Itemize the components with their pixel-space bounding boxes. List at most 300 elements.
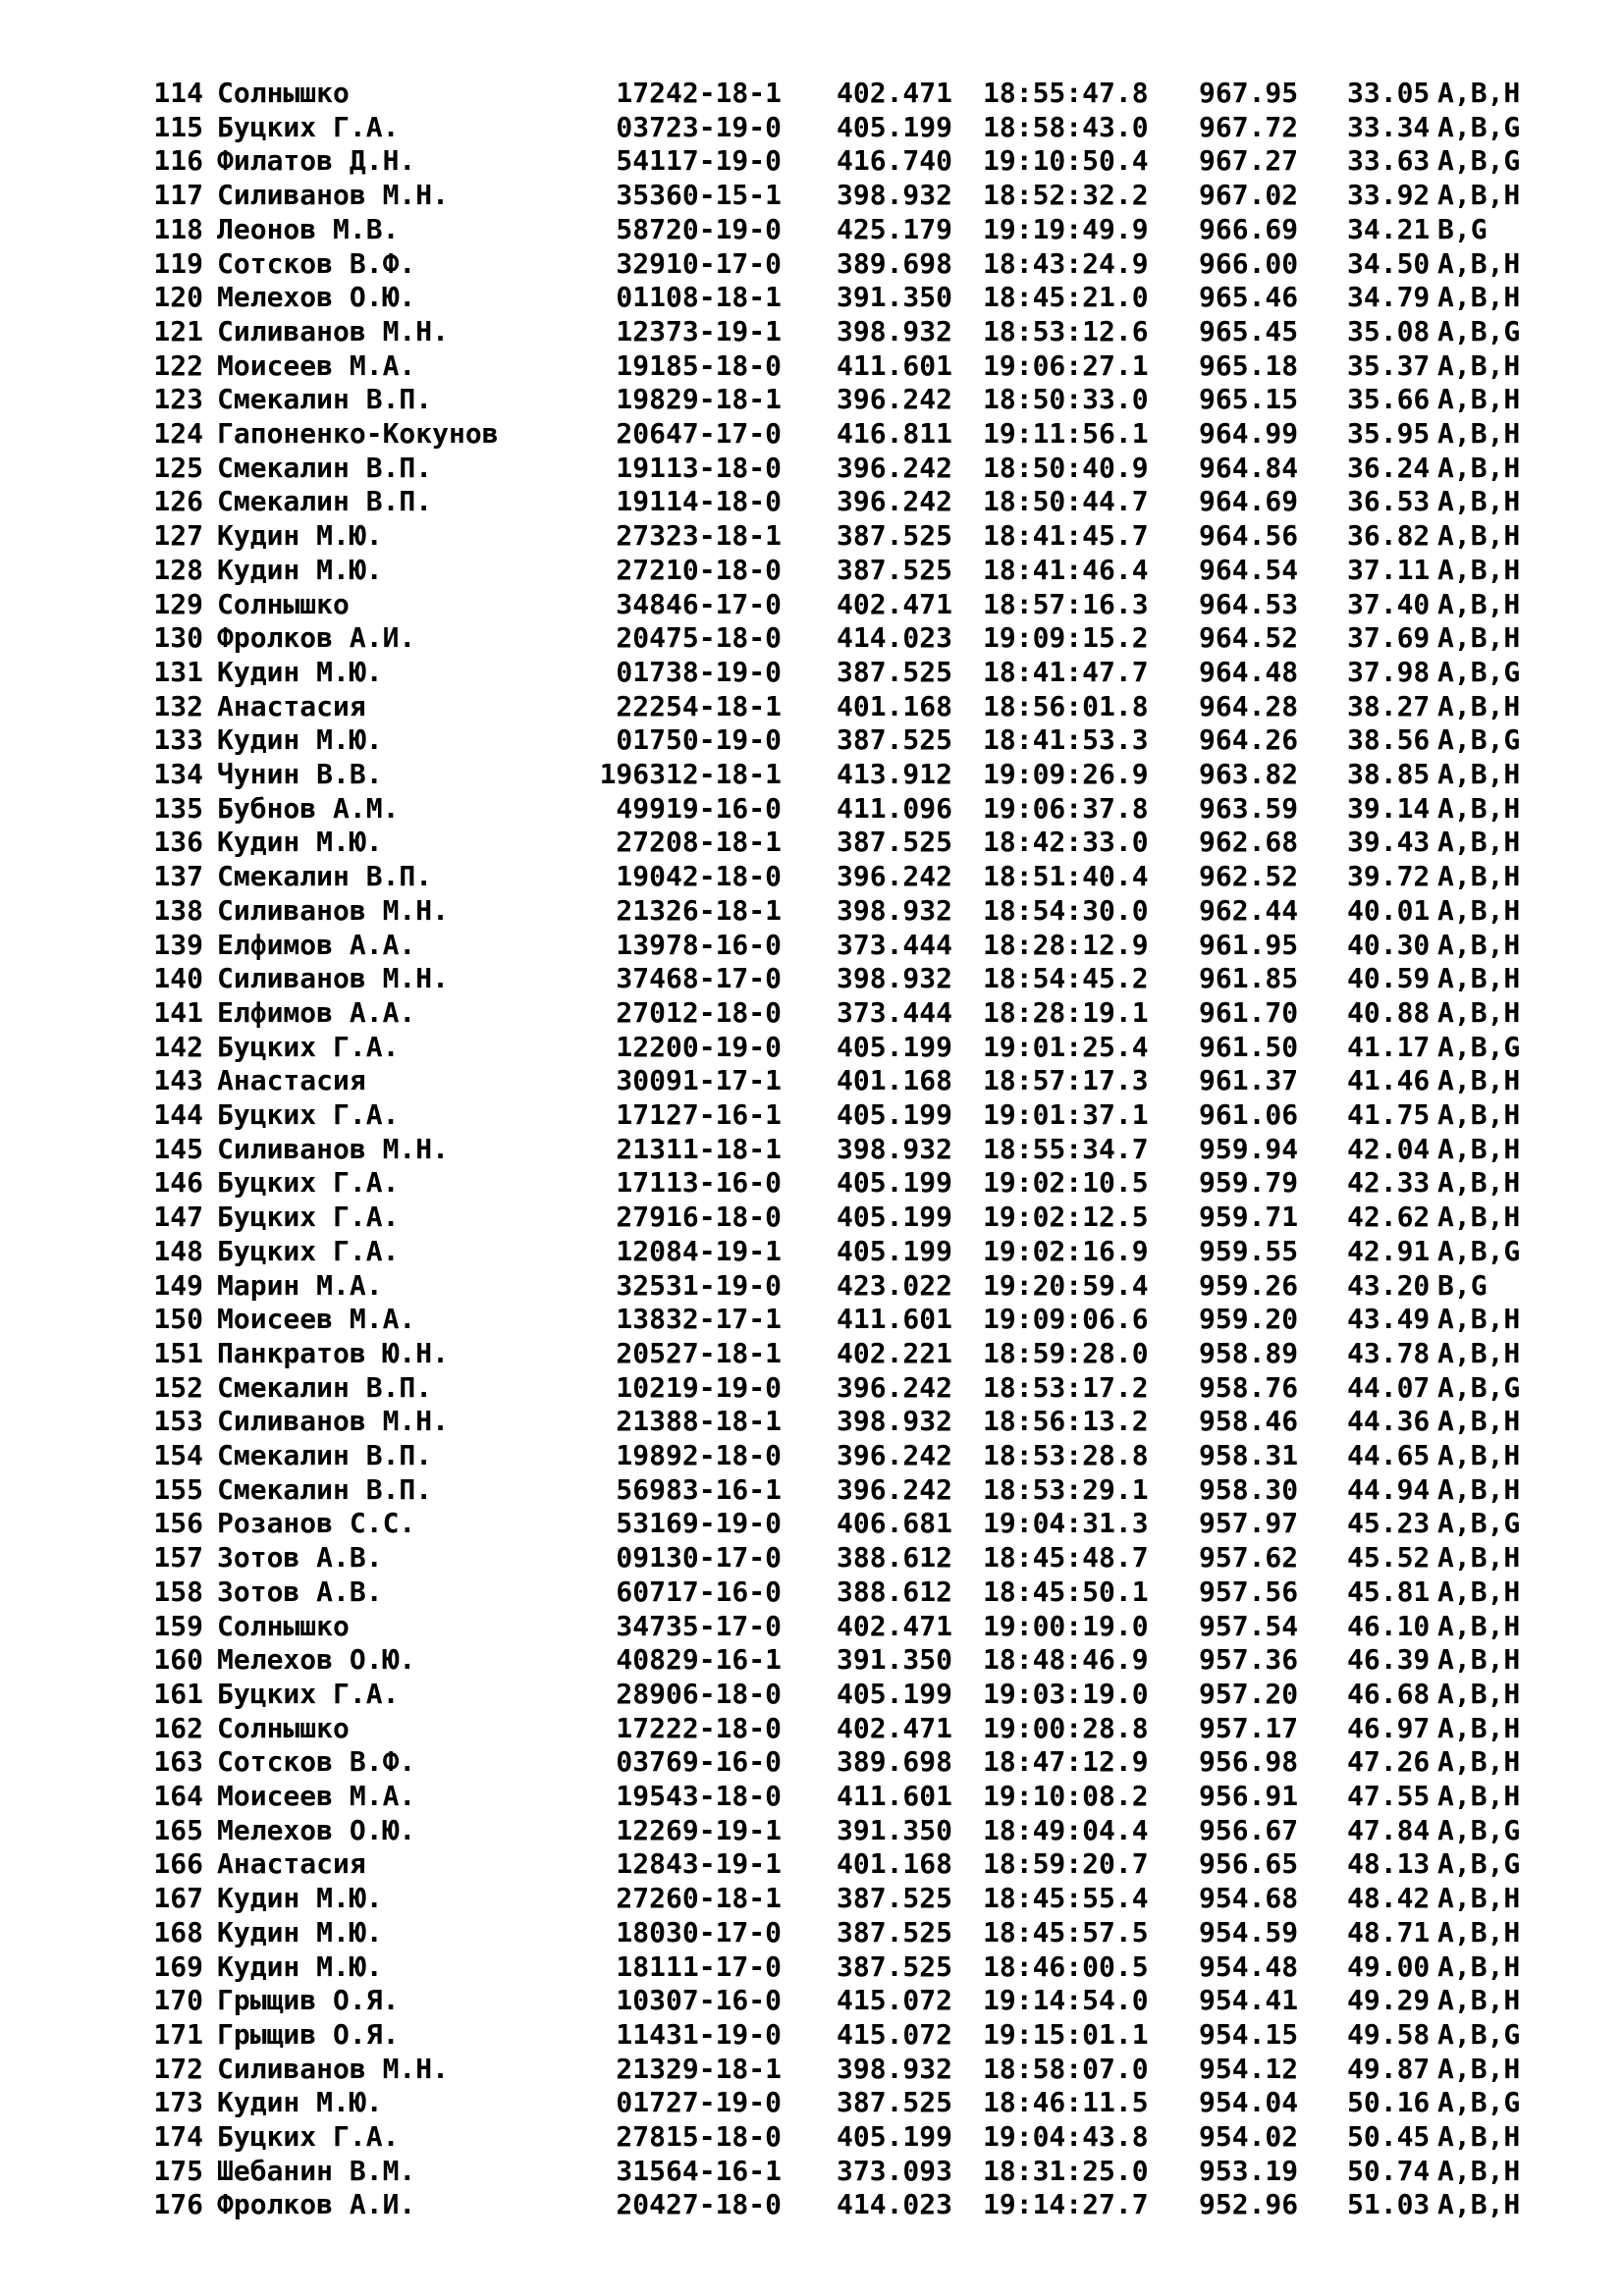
place-cell: 119 [153, 246, 203, 280]
groups-cell: A,B,H [1437, 689, 1521, 722]
place-cell: 161 [153, 1677, 203, 1710]
coefficient-cell: 37.69 [1347, 621, 1431, 655]
speed-cell: 966.69 [1199, 212, 1299, 245]
speed-cell: 958.89 [1199, 1336, 1299, 1369]
table-row [0, 1610, 1624, 1644]
ring-number-cell: 32910-17-0 [616, 246, 782, 280]
groups-cell: A,B,G [1437, 1847, 1521, 1881]
groups-cell: A,B,H [1437, 1745, 1521, 1779]
place-cell: 176 [153, 2188, 203, 2221]
coefficient-cell: 33.92 [1347, 179, 1431, 212]
table-row [0, 1507, 1624, 1541]
fancier-name-cell: Силиванов М.Н. [217, 314, 450, 347]
ring-number-cell: 03769-16-0 [616, 1745, 782, 1779]
distance-cell: 406.681 [837, 1507, 953, 1540]
fancier-name-cell: Панкратов Ю.Н. [217, 1336, 450, 1369]
speed-cell: 954.68 [1199, 1882, 1299, 1915]
fancier-name-cell: Кудин М.Ю. [217, 826, 383, 859]
groups-cell: A,B,H [1437, 928, 1521, 961]
ring-number-cell: 27012-18-0 [616, 995, 782, 1029]
fancier-name-cell: Силиванов М.Н. [217, 2052, 450, 2085]
speed-cell: 954.48 [1199, 1949, 1299, 1983]
table-row [0, 554, 1624, 588]
arrival-time-cell: 19:10:50.4 [983, 144, 1149, 178]
speed-cell: 959.26 [1199, 1268, 1299, 1302]
ring-number-cell: 37468-17-0 [616, 962, 782, 995]
place-cell: 127 [153, 519, 203, 553]
table-row [0, 1337, 1624, 1371]
fancier-name-cell: Смекалин В.П. [217, 860, 433, 893]
place-cell: 162 [153, 1711, 203, 1744]
ring-number-cell: 49919-16-0 [616, 791, 782, 825]
coefficient-cell: 44.07 [1347, 1370, 1431, 1404]
coefficient-cell: 35.66 [1347, 383, 1431, 416]
distance-cell: 414.023 [837, 621, 953, 655]
coefficient-cell: 34.79 [1347, 281, 1431, 314]
speed-cell: 957.17 [1199, 1711, 1299, 1744]
distance-cell: 405.199 [837, 1201, 953, 1234]
coefficient-cell: 49.58 [1347, 2017, 1431, 2051]
place-cell: 123 [153, 383, 203, 416]
place-cell: 125 [153, 451, 203, 484]
speed-cell: 961.70 [1199, 995, 1299, 1029]
coefficient-cell: 42.91 [1347, 1234, 1431, 1267]
fancier-name-cell: Гапоненко-Кокунов [217, 417, 499, 450]
groups-cell: A,B,G [1437, 2017, 1521, 2051]
table-row [0, 1201, 1624, 1235]
ring-number-cell: 28906-18-0 [616, 1677, 782, 1710]
place-cell: 115 [153, 110, 203, 143]
arrival-time-cell: 19:19:49.9 [983, 212, 1149, 245]
arrival-time-cell: 18:57:17.3 [983, 1064, 1149, 1097]
coefficient-cell: 47.55 [1347, 1780, 1431, 1812]
speed-cell: 959.20 [1199, 1303, 1299, 1336]
fancier-name-cell: Буцких Г.А. [217, 1030, 400, 1063]
speed-cell: 954.02 [1199, 2120, 1299, 2153]
arrival-time-cell: 18:53:29.1 [983, 1472, 1149, 1506]
groups-cell: A,B,G [1437, 1370, 1521, 1404]
speed-cell: 962.52 [1199, 860, 1299, 893]
ring-number-cell: 12084-19-1 [616, 1234, 782, 1267]
table-row [0, 1371, 1624, 1406]
groups-cell: A,B,H [1437, 893, 1521, 927]
fancier-name-cell: Филатов Д.Н. [217, 144, 416, 178]
table-row [0, 452, 1624, 486]
arrival-time-cell: 19:06:37.8 [983, 791, 1149, 825]
table-row [0, 349, 1624, 384]
distance-cell: 405.199 [837, 1098, 953, 1131]
arrival-time-cell: 19:14:27.7 [983, 2188, 1149, 2221]
place-cell: 165 [153, 1813, 203, 1846]
ring-number-cell: 31564-16-1 [616, 2154, 782, 2187]
place-cell: 144 [153, 1098, 203, 1131]
arrival-time-cell: 18:28:19.1 [983, 995, 1149, 1029]
coefficient-cell: 44.36 [1347, 1405, 1431, 1438]
place-cell: 135 [153, 791, 203, 825]
coefficient-cell: 36.82 [1347, 519, 1431, 553]
speed-cell: 957.20 [1199, 1677, 1299, 1710]
ring-number-cell: 21329-18-1 [616, 2052, 782, 2085]
distance-cell: 387.525 [837, 1882, 953, 1915]
table-row [0, 621, 1624, 656]
speed-cell: 964.99 [1199, 417, 1299, 450]
ring-number-cell: 13832-17-1 [616, 1303, 782, 1336]
distance-cell: 391.350 [837, 281, 953, 314]
distance-cell: 398.932 [837, 179, 953, 212]
place-cell: 150 [153, 1303, 203, 1336]
distance-cell: 411.601 [837, 1303, 953, 1336]
arrival-time-cell: 18:53:28.8 [983, 1439, 1149, 1471]
table-row [0, 723, 1624, 758]
coefficient-cell: 50.45 [1347, 2120, 1431, 2153]
coefficient-cell: 47.84 [1347, 1813, 1431, 1846]
coefficient-cell: 39.14 [1347, 791, 1431, 825]
coefficient-cell: 36.53 [1347, 485, 1431, 518]
place-cell: 129 [153, 587, 203, 620]
distance-cell: 398.932 [837, 1132, 953, 1165]
ring-number-cell: 21388-18-1 [616, 1405, 782, 1438]
place-cell: 148 [153, 1234, 203, 1267]
speed-cell: 962.44 [1199, 893, 1299, 927]
ring-number-cell: 17242-18-1 [616, 77, 782, 109]
distance-cell: 373.444 [837, 995, 953, 1029]
ring-number-cell: 09130-17-0 [616, 1541, 782, 1575]
speed-cell: 964.69 [1199, 485, 1299, 518]
coefficient-cell: 42.33 [1347, 1166, 1431, 1200]
speed-cell: 954.04 [1199, 2086, 1299, 2119]
ring-number-cell: 27208-18-1 [616, 826, 782, 859]
distance-cell: 401.168 [837, 1847, 953, 1881]
place-cell: 117 [153, 179, 203, 212]
table-row [0, 144, 1624, 179]
fancier-name-cell: Моисеев М.А. [217, 1780, 416, 1812]
groups-cell: A,B,H [1437, 1098, 1521, 1131]
arrival-time-cell: 18:41:46.4 [983, 553, 1149, 586]
fancier-name-cell: Мелехов О.Ю. [217, 281, 416, 314]
fancier-name-cell: Силиванов М.Н. [217, 962, 450, 995]
groups-cell: A,B,G [1437, 144, 1521, 178]
fancier-name-cell: Анастасия [217, 1064, 366, 1097]
coefficient-cell: 41.75 [1347, 1098, 1431, 1131]
coefficient-cell: 41.46 [1347, 1064, 1431, 1097]
coefficient-cell: 39.43 [1347, 826, 1431, 859]
coefficient-cell: 44.65 [1347, 1439, 1431, 1471]
groups-cell: A,B,H [1437, 826, 1521, 859]
ring-number-cell: 35360-15-1 [616, 179, 782, 212]
coefficient-cell: 51.03 [1347, 2188, 1431, 2221]
coefficient-cell: 50.16 [1347, 2086, 1431, 2119]
fancier-name-cell: Буцких Г.А. [217, 1098, 400, 1131]
ring-number-cell: 18030-17-0 [616, 1915, 782, 1949]
coefficient-cell: 35.08 [1347, 314, 1431, 347]
groups-cell: A,B,H [1437, 995, 1521, 1029]
groups-cell: A,B,G [1437, 1813, 1521, 1846]
place-cell: 168 [153, 1915, 203, 1949]
speed-cell: 963.59 [1199, 791, 1299, 825]
ring-number-cell: 01750-19-0 [616, 723, 782, 757]
ring-number-cell: 20527-18-1 [616, 1336, 782, 1369]
table-row [0, 485, 1624, 519]
fancier-name-cell: Кудин М.Ю. [217, 655, 383, 688]
groups-cell: A,B,H [1437, 1609, 1521, 1642]
arrival-time-cell: 18:46:11.5 [983, 2086, 1149, 2119]
groups-cell: A,B,H [1437, 2052, 1521, 2085]
table-row [0, 826, 1624, 860]
place-cell: 158 [153, 1575, 203, 1608]
speed-cell: 954.12 [1199, 2052, 1299, 2085]
ring-number-cell: 21311-18-1 [616, 1132, 782, 1165]
table-row [0, 1098, 1624, 1133]
speed-cell: 958.30 [1199, 1472, 1299, 1506]
groups-cell: A,B,H [1437, 383, 1521, 416]
coefficient-cell: 48.42 [1347, 1882, 1431, 1915]
coefficient-cell: 46.39 [1347, 1643, 1431, 1677]
fancier-name-cell: Смекалин В.П. [217, 485, 433, 518]
groups-cell: A,B,H [1437, 1439, 1521, 1471]
speed-cell: 956.67 [1199, 1813, 1299, 1846]
ring-number-cell: 18111-17-0 [616, 1949, 782, 1983]
arrival-time-cell: 18:31:25.0 [983, 2154, 1149, 2187]
fancier-name-cell: Буцких Г.А. [217, 1234, 400, 1267]
ring-number-cell: 34846-17-0 [616, 587, 782, 620]
distance-cell: 396.242 [837, 1439, 953, 1471]
arrival-time-cell: 18:55:47.8 [983, 77, 1149, 109]
groups-cell: A,B,G [1437, 2086, 1521, 2119]
coefficient-cell: 35.37 [1347, 348, 1431, 382]
fancier-name-cell: Солнышко [217, 587, 350, 620]
fancier-name-cell: Грыщив О.Я. [217, 1984, 400, 2017]
arrival-time-cell: 18:41:53.3 [983, 723, 1149, 757]
fancier-name-cell: Смекалин В.П. [217, 1439, 433, 1471]
table-row [0, 1473, 1624, 1508]
coefficient-cell: 48.71 [1347, 1915, 1431, 1949]
groups-cell: A,B,H [1437, 1336, 1521, 1369]
speed-cell: 967.95 [1199, 77, 1299, 109]
table-row [0, 1882, 1624, 1916]
distance-cell: 396.242 [837, 451, 953, 484]
distance-cell: 398.932 [837, 2052, 953, 2085]
coefficient-cell: 47.26 [1347, 1745, 1431, 1779]
coefficient-cell: 40.01 [1347, 893, 1431, 927]
arrival-time-cell: 19:04:31.3 [983, 1507, 1149, 1540]
arrival-time-cell: 18:50:44.7 [983, 485, 1149, 518]
speed-cell: 964.52 [1199, 621, 1299, 655]
table-row [0, 929, 1624, 963]
table-row [0, 2018, 1624, 2053]
speed-cell: 962.68 [1199, 826, 1299, 859]
groups-cell: A,B,G [1437, 1030, 1521, 1063]
groups-cell: A,B,H [1437, 1780, 1521, 1812]
coefficient-cell: 35.95 [1347, 417, 1431, 450]
ring-number-cell: 27260-18-1 [616, 1882, 782, 1915]
speed-cell: 964.53 [1199, 587, 1299, 620]
ring-number-cell: 17222-18-0 [616, 1711, 782, 1744]
table-row [0, 1984, 1624, 2018]
fancier-name-cell: Кудин М.Ю. [217, 1882, 383, 1915]
fancier-name-cell: Буцких Г.А. [217, 1677, 400, 1710]
fancier-name-cell: Фролков А.И. [217, 2188, 416, 2221]
distance-cell: 398.932 [837, 314, 953, 347]
distance-cell: 405.199 [837, 1166, 953, 1200]
coefficient-cell: 36.24 [1347, 451, 1431, 484]
place-cell: 167 [153, 1882, 203, 1915]
table-row [0, 281, 1624, 315]
ring-number-cell: 21326-18-1 [616, 893, 782, 927]
fancier-name-cell: Буцких Г.А. [217, 1166, 400, 1200]
distance-cell: 425.179 [837, 212, 953, 245]
arrival-time-cell: 18:59:28.0 [983, 1336, 1149, 1369]
distance-cell: 396.242 [837, 485, 953, 518]
groups-cell: B,G [1437, 1268, 1488, 1302]
coefficient-cell: 41.17 [1347, 1030, 1431, 1063]
fancier-name-cell: Смекалин В.П. [217, 1370, 433, 1404]
distance-cell: 388.612 [837, 1541, 953, 1575]
table-row [0, 588, 1624, 622]
distance-cell: 389.698 [837, 1745, 953, 1779]
place-cell: 169 [153, 1949, 203, 1983]
distance-cell: 387.525 [837, 519, 953, 553]
fancier-name-cell: Кудин М.Ю. [217, 1949, 383, 1983]
distance-cell: 398.932 [837, 1405, 953, 1438]
table-row [0, 1133, 1624, 1167]
arrival-time-cell: 18:59:20.7 [983, 1847, 1149, 1881]
fancier-name-cell: Моисеев М.А. [217, 348, 416, 382]
speed-cell: 954.15 [1199, 2017, 1299, 2051]
ring-number-cell: 60717-16-0 [616, 1575, 782, 1608]
ring-number-cell: 20427-18-0 [616, 2188, 782, 2221]
arrival-time-cell: 18:45:55.4 [983, 1882, 1149, 1915]
fancier-name-cell: Шебанин В.М. [217, 2154, 416, 2187]
fancier-name-cell: Кудин М.Ю. [217, 723, 383, 757]
place-cell: 155 [153, 1472, 203, 1506]
arrival-time-cell: 18:50:33.0 [983, 383, 1149, 416]
fancier-name-cell: Бубнов А.М. [217, 791, 400, 825]
coefficient-cell: 38.56 [1347, 723, 1431, 757]
distance-cell: 396.242 [837, 860, 953, 893]
groups-cell: A,B,H [1437, 77, 1521, 109]
ring-number-cell: 01108-18-1 [616, 281, 782, 314]
arrival-time-cell: 18:54:30.0 [983, 893, 1149, 927]
arrival-time-cell: 18:53:12.6 [983, 314, 1149, 347]
groups-cell: A,B,H [1437, 2188, 1521, 2221]
table-row [0, 1235, 1624, 1269]
arrival-time-cell: 19:15:01.1 [983, 2017, 1149, 2051]
groups-cell: A,B,H [1437, 1405, 1521, 1438]
distance-cell: 416.740 [837, 144, 953, 178]
table-row [0, 519, 1624, 554]
ring-number-cell: 01727-19-0 [616, 2086, 782, 2119]
place-cell: 171 [153, 2017, 203, 2051]
fancier-name-cell: Смекалин В.П. [217, 451, 433, 484]
place-cell: 157 [153, 1541, 203, 1575]
distance-cell: 387.525 [837, 1915, 953, 1949]
place-cell: 145 [153, 1132, 203, 1165]
table-row [0, 2120, 1624, 2155]
fancier-name-cell: Сотсков В.Ф. [217, 1745, 416, 1779]
speed-cell: 959.94 [1199, 1132, 1299, 1165]
table-row [0, 1780, 1624, 1814]
place-cell: 147 [153, 1201, 203, 1234]
table-row [0, 417, 1624, 452]
coefficient-cell: 43.20 [1347, 1268, 1431, 1302]
table-row [0, 1064, 1624, 1098]
table-row [0, 2188, 1624, 2222]
arrival-time-cell: 19:20:59.4 [983, 1268, 1149, 1302]
distance-cell: 414.023 [837, 2188, 953, 2221]
coefficient-cell: 39.72 [1347, 860, 1431, 893]
groups-cell: A,B,G [1437, 1234, 1521, 1267]
arrival-time-cell: 18:52:32.2 [983, 179, 1149, 212]
groups-cell: A,B,H [1437, 281, 1521, 314]
place-cell: 124 [153, 417, 203, 450]
speed-cell: 957.56 [1199, 1575, 1299, 1608]
place-cell: 173 [153, 2086, 203, 2119]
groups-cell: A,B,H [1437, 2154, 1521, 2187]
arrival-time-cell: 18:58:43.0 [983, 110, 1149, 143]
distance-cell: 398.932 [837, 962, 953, 995]
place-cell: 128 [153, 553, 203, 586]
arrival-time-cell: 18:42:33.0 [983, 826, 1149, 859]
fancier-name-cell: Мелехов О.Ю. [217, 1813, 416, 1846]
arrival-time-cell: 18:50:40.9 [983, 451, 1149, 484]
ring-number-cell: 40829-16-1 [616, 1643, 782, 1677]
ring-number-cell: 30091-17-1 [616, 1064, 782, 1097]
speed-cell: 959.71 [1199, 1201, 1299, 1234]
coefficient-cell: 37.11 [1347, 553, 1431, 586]
arrival-time-cell: 18:46:00.5 [983, 1949, 1149, 1983]
fancier-name-cell: Зотов А.В. [217, 1541, 383, 1575]
coefficient-cell: 34.21 [1347, 212, 1431, 245]
distance-cell: 411.096 [837, 791, 953, 825]
fancier-name-cell: Марин М.А. [217, 1268, 383, 1302]
groups-cell: A,B,H [1437, 485, 1521, 518]
fancier-name-cell: Моисеев М.А. [217, 1303, 416, 1336]
fancier-name-cell: Буцких Г.А. [217, 2120, 400, 2153]
fancier-name-cell: Солнышко [217, 1711, 350, 1744]
fancier-name-cell: Кудин М.Ю. [217, 1915, 383, 1949]
distance-cell: 387.525 [837, 553, 953, 586]
coefficient-cell: 48.13 [1347, 1847, 1431, 1881]
place-cell: 153 [153, 1405, 203, 1438]
speed-cell: 966.00 [1199, 246, 1299, 280]
distance-cell: 405.199 [837, 1030, 953, 1063]
table-row [0, 1031, 1624, 1065]
fancier-name-cell: Грыщив О.Я. [217, 2017, 400, 2051]
speed-cell: 956.65 [1199, 1847, 1299, 1881]
ring-number-cell: 20647-17-0 [616, 417, 782, 450]
distance-cell: 402.221 [837, 1336, 953, 1369]
arrival-time-cell: 19:06:27.1 [983, 348, 1149, 382]
table-row [0, 690, 1624, 724]
groups-cell: A,B,G [1437, 1507, 1521, 1540]
speed-cell: 959.79 [1199, 1166, 1299, 1200]
table-row [0, 111, 1624, 145]
place-cell: 116 [153, 144, 203, 178]
speed-cell: 954.41 [1199, 1984, 1299, 2017]
coefficient-cell: 46.97 [1347, 1711, 1431, 1744]
distance-cell: 423.022 [837, 1268, 953, 1302]
fancier-name-cell: Розанов С.С. [217, 1507, 416, 1540]
speed-cell: 953.19 [1199, 2154, 1299, 2187]
ring-number-cell: 54117-19-0 [616, 144, 782, 178]
ring-number-cell: 11431-19-0 [616, 2017, 782, 2051]
distance-cell: 411.601 [837, 1780, 953, 1812]
table-row [0, 1405, 1624, 1439]
coefficient-cell: 34.50 [1347, 246, 1431, 280]
speed-cell: 954.59 [1199, 1915, 1299, 1949]
distance-cell: 388.612 [837, 1575, 953, 1608]
place-cell: 170 [153, 1984, 203, 2017]
